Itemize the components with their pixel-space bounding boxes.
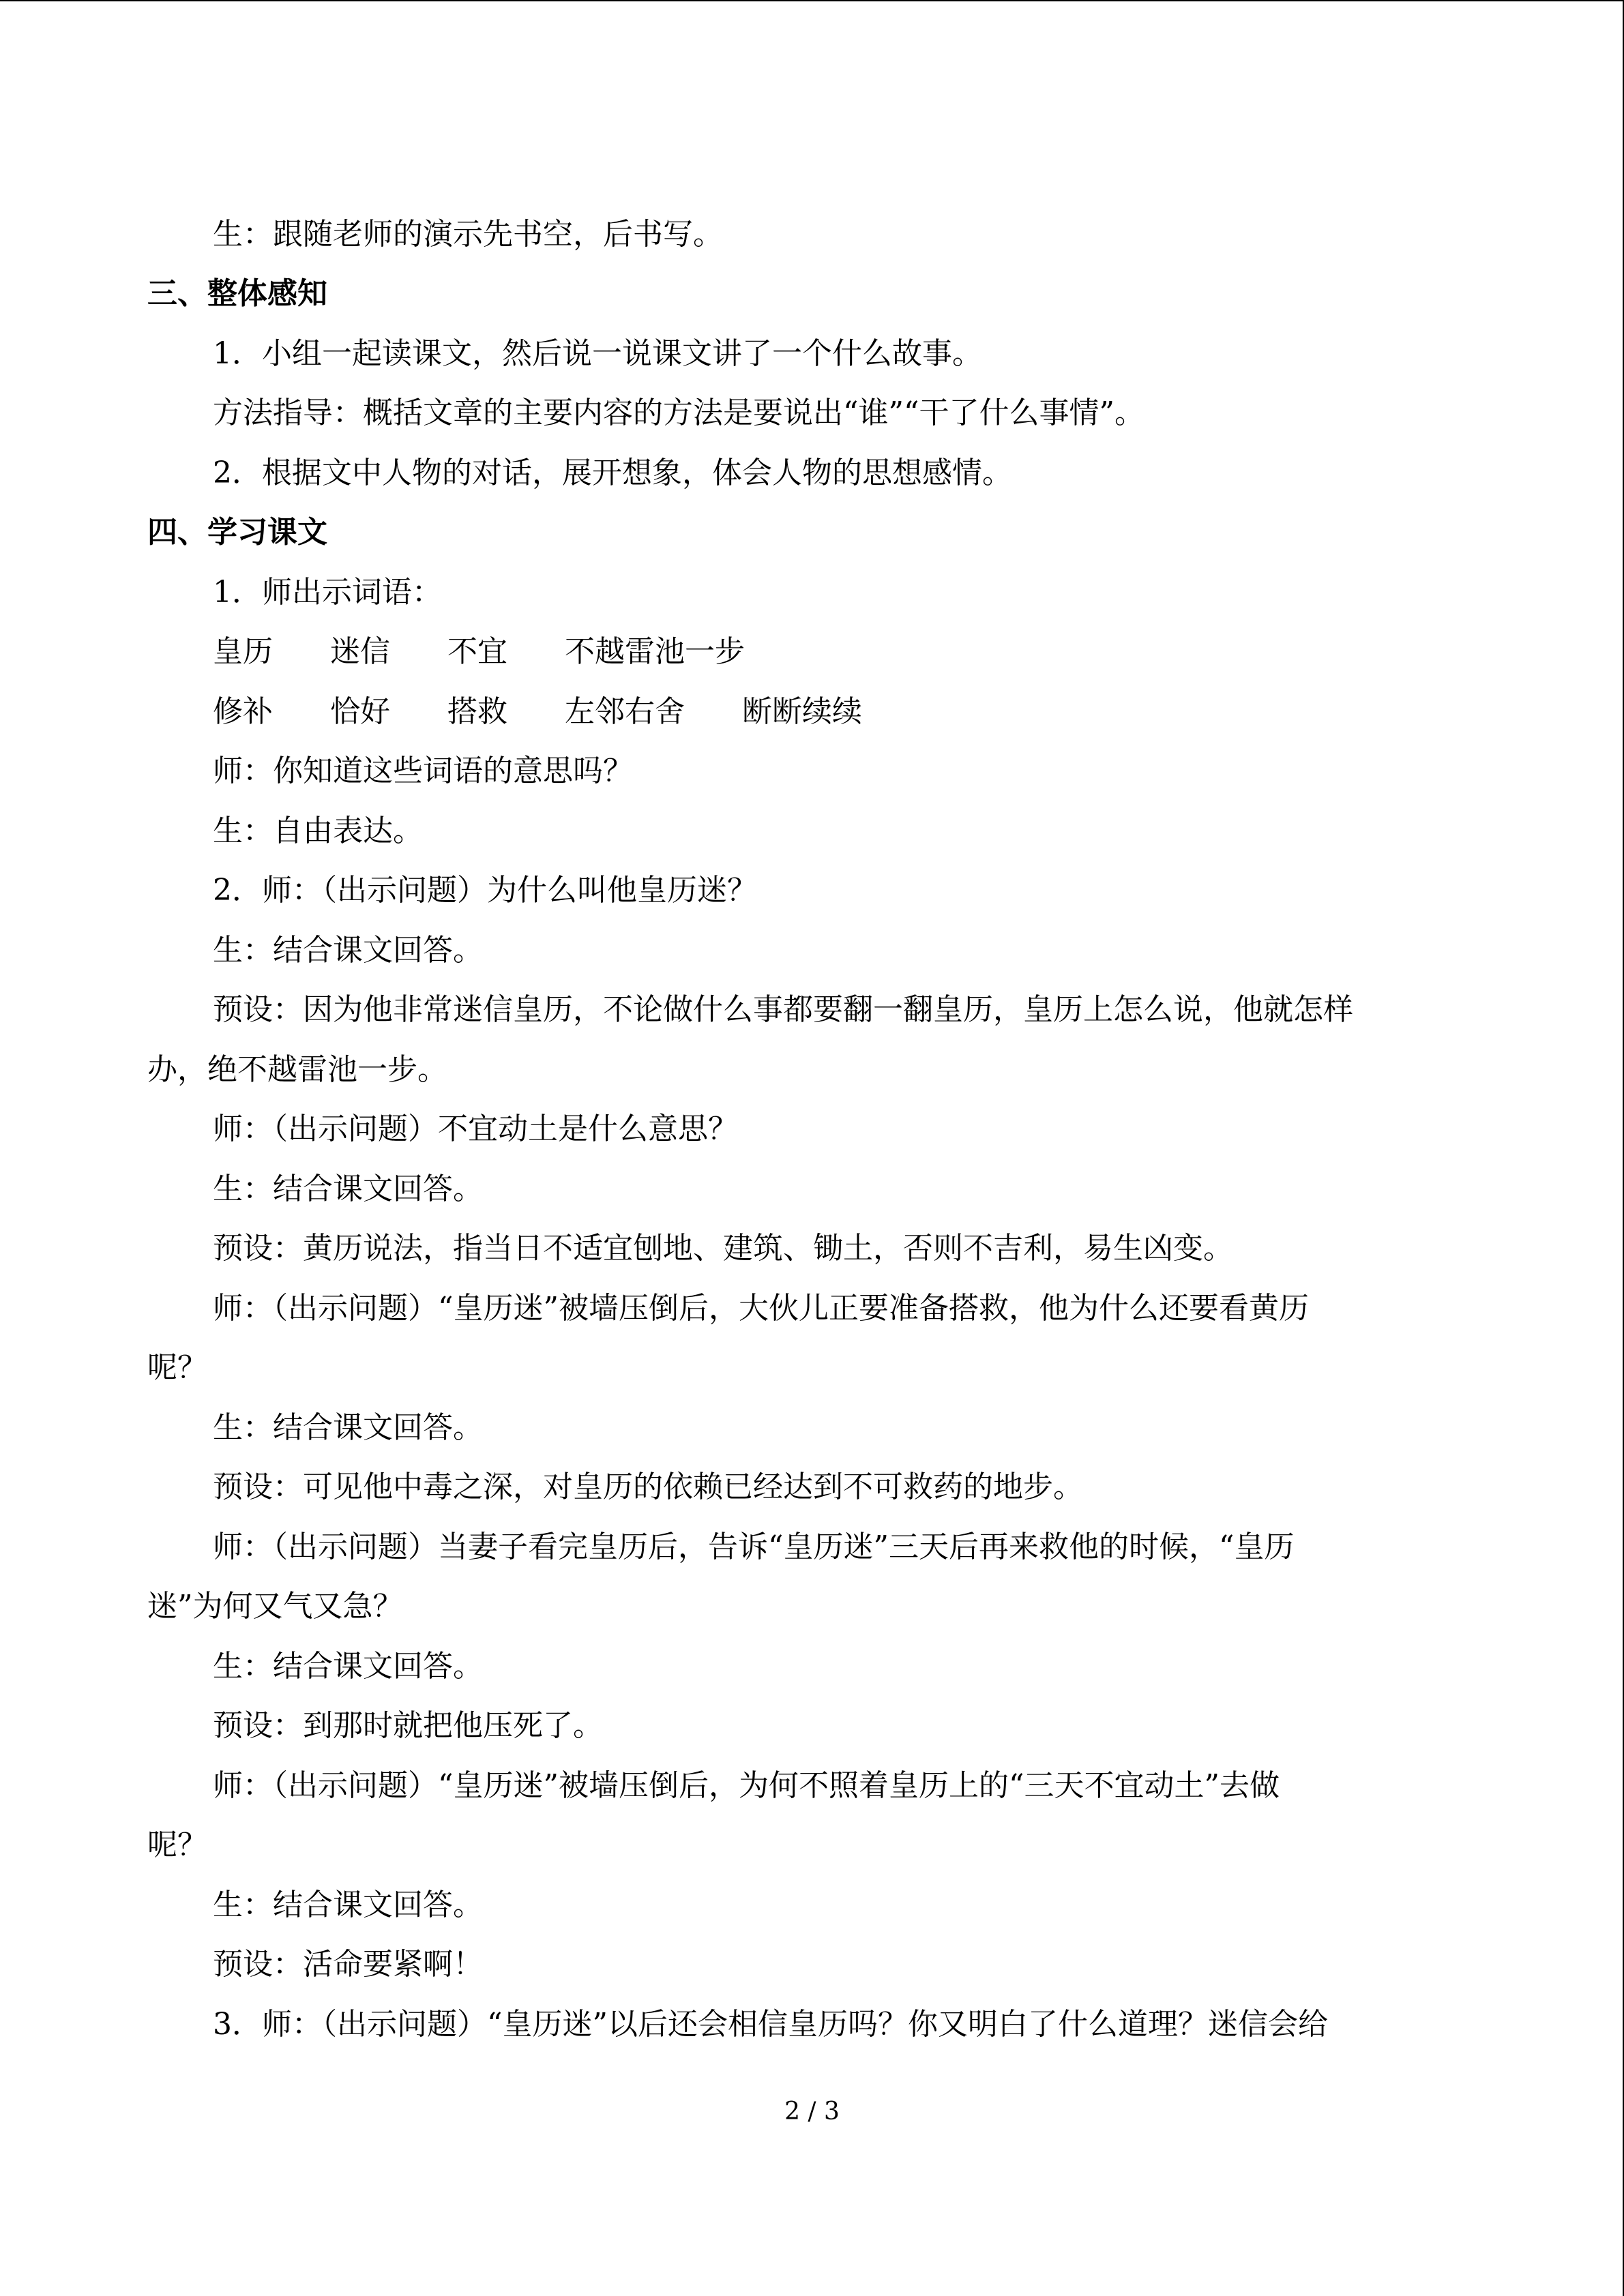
vocabulary-word: 断断续续 bbox=[742, 694, 862, 729]
vocabulary-word: 恰好 bbox=[330, 694, 390, 729]
vocabulary-word: 不宜 bbox=[447, 634, 507, 669]
page-number: 2 / 3 bbox=[784, 2098, 840, 2126]
text-line: 生：结合课文回答。 bbox=[213, 1888, 483, 1922]
vocabulary-word: 迷信 bbox=[330, 634, 390, 669]
text-line: 2．师：（出示问题）为什么叫他皇历迷？ bbox=[213, 873, 757, 908]
text-line: 预设：到那时就把他压死了。 bbox=[213, 1708, 603, 1743]
text-line: 生：跟随老师的演示先书空，后书写。 bbox=[213, 217, 723, 252]
text-line: 生：结合课文回答。 bbox=[213, 1410, 483, 1445]
text-line: 师：（出示问题）不宜动土是什么意思？ bbox=[213, 1112, 738, 1146]
text-line: 2．根据文中人物的对话，展开想象，体会人物的思想感情。 bbox=[213, 456, 1012, 490]
vocabulary-row bbox=[213, 631, 802, 672]
text-line: 预设：活命要紧啊！ bbox=[213, 1947, 483, 1982]
text-line: 1．小组一起读课文，然后说一说课文讲了一个什么故事。 bbox=[213, 336, 982, 371]
vocabulary-word: 皇历 bbox=[213, 634, 273, 669]
vocabulary-word: 搭救 bbox=[447, 694, 507, 729]
text-line: 师：（出示问题）“皇历迷”被墙压倒后，为何不照着皇历上的“三天不宜动土”去做 bbox=[213, 1768, 1280, 1803]
vocabulary-word: 不越雷池一步 bbox=[565, 634, 745, 669]
vocabulary-word: 修补 bbox=[213, 694, 273, 729]
text-line: 预设：因为他非常迷信皇历，不论做什么事都要翻一翻皇历，皇历上怎么说，他就怎样 bbox=[213, 992, 1353, 1027]
text-line: 呢？ bbox=[147, 1350, 207, 1385]
vocabulary-word: 左邻右舍 bbox=[565, 694, 685, 729]
section-heading: 三、整体感知 bbox=[147, 276, 327, 311]
text-line: 生：结合课文回答。 bbox=[213, 1172, 483, 1206]
text-line: 3．师：（出示问题）“皇历迷”以后还会相信皇历吗？你又明白了什么道理？迷信会给 bbox=[213, 2007, 1328, 2042]
text-line: 师：（出示问题）当妻子看完皇历后，告诉“皇历迷”三天后再来救他的时候，“皇历 bbox=[213, 1530, 1295, 1564]
vocabulary-row bbox=[213, 691, 919, 732]
text-line: 呢？ bbox=[147, 1828, 207, 1862]
text-line: 生：结合课文回答。 bbox=[213, 1649, 483, 1684]
text-line: 1．师出示词语： bbox=[213, 575, 442, 610]
text-line: 办，绝不越雷池一步。 bbox=[147, 1052, 447, 1087]
text-line: 生：自由表达。 bbox=[213, 814, 423, 848]
text-line: 预设：可见他中毒之深，对皇历的依赖已经达到不可救药的地步。 bbox=[213, 1470, 1083, 1504]
text-line: 方法指导：概括文章的主要内容的方法是要说出“谁”“干了什么事情”。 bbox=[213, 396, 1145, 430]
text-line: 生：结合课文回答。 bbox=[213, 933, 483, 968]
text-line: 师：你知道这些词语的意思吗？ bbox=[213, 754, 633, 788]
text-line: 预设：黄历说法，指当日不适宜刨地、建筑、锄土，否则不吉利，易生凶变。 bbox=[213, 1231, 1233, 1266]
text-line: 迷”为何又气又急？ bbox=[147, 1589, 403, 1624]
section-heading: 四、学习课文 bbox=[147, 515, 327, 550]
text-line: 师：（出示问题）“皇历迷”被墙压倒后，大伙儿正要准备搭救，他为什么还要看黄历 bbox=[213, 1291, 1309, 1326]
